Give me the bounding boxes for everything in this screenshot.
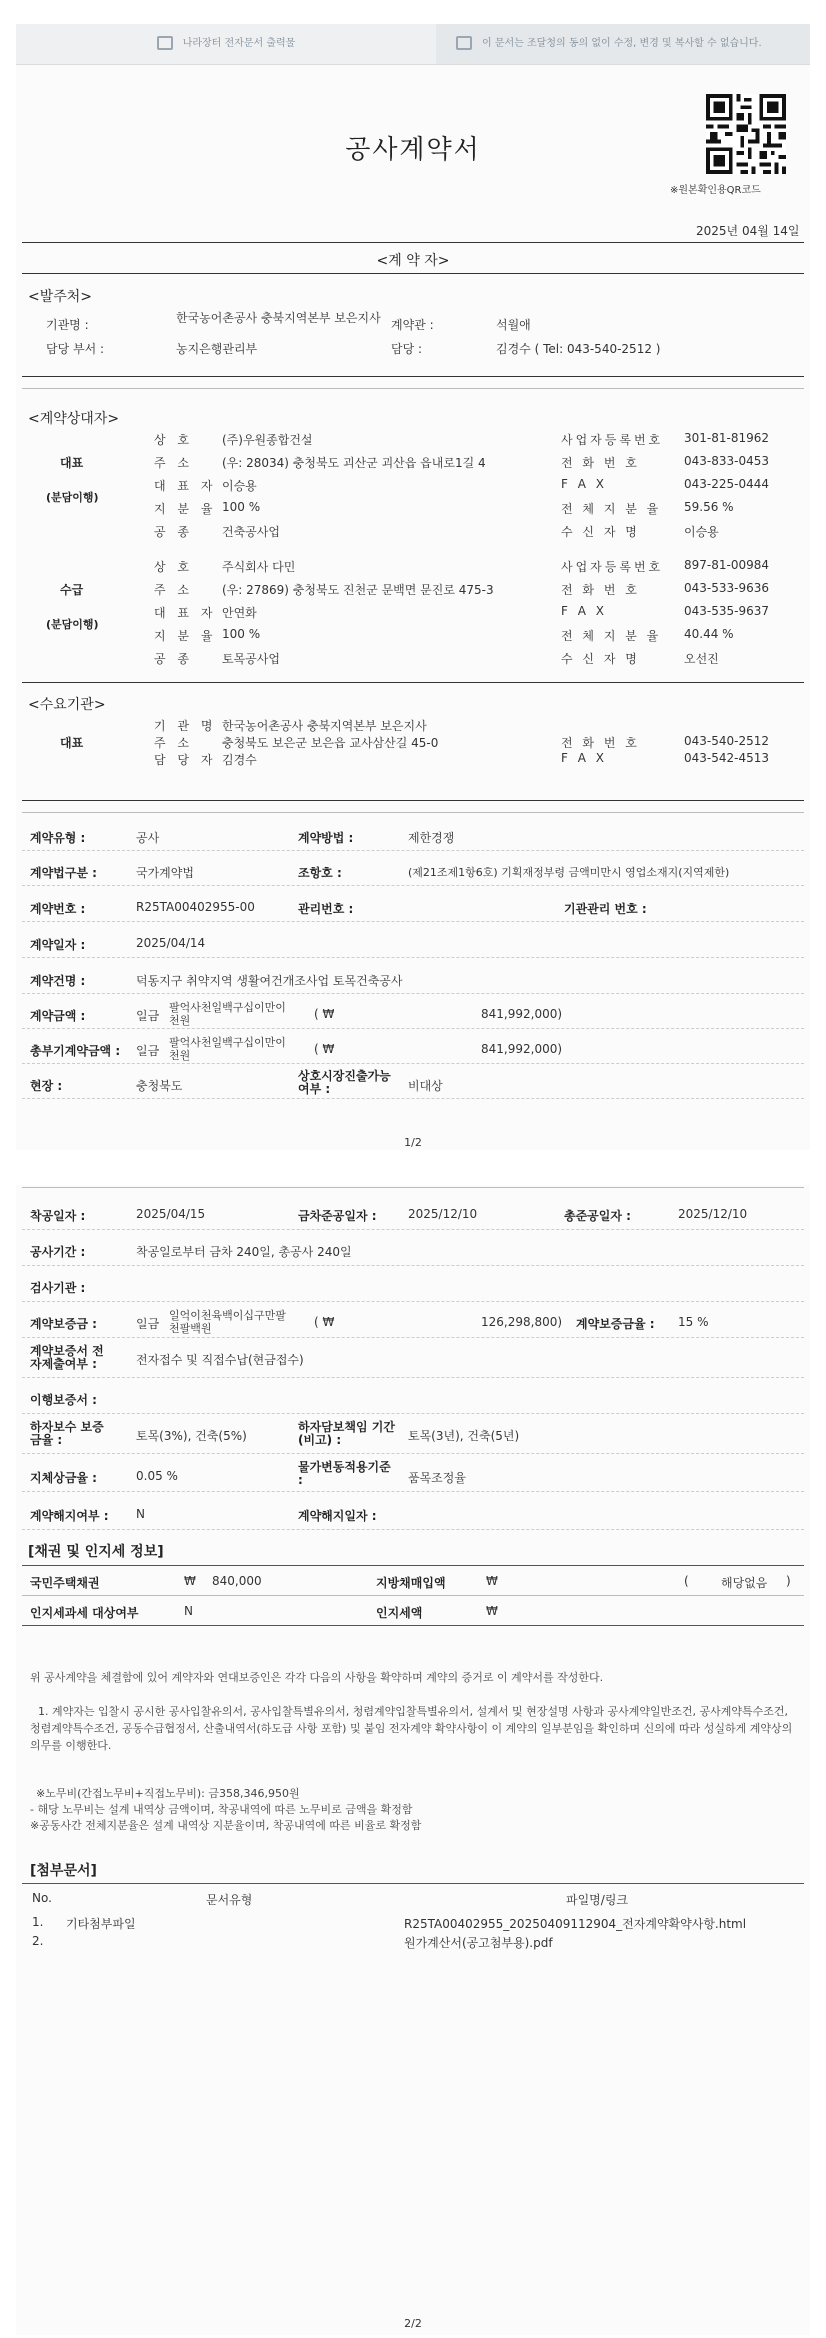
party-share-note: (분담이행) bbox=[46, 490, 99, 504]
attachment-no: 1. bbox=[32, 1915, 44, 1929]
guarantee-words: 일억이천육백이십구만팔천팔백원 bbox=[169, 1309, 286, 1335]
party-right-value: 043-833-0453 bbox=[684, 454, 770, 468]
party-field-label: 담 당 자 bbox=[154, 753, 217, 767]
contract-date-label: 계약일자 : bbox=[30, 938, 86, 952]
attachment-section-title: [첨부문서] bbox=[30, 1863, 97, 1879]
attachment-no: 2. bbox=[32, 1934, 44, 1948]
current-end-value: 2025/12/10 bbox=[408, 1207, 478, 1221]
party-right-value: 이승용 bbox=[684, 525, 719, 539]
price-adjust-value: 품목조정율 bbox=[408, 1471, 466, 1485]
contract-type-label: 계약유형 : bbox=[30, 831, 86, 845]
guarantee-number: 126,298,800) bbox=[481, 1315, 563, 1329]
guarantee-kor: 일금 bbox=[136, 1317, 160, 1331]
party-role: 수급 bbox=[60, 583, 84, 597]
attachment-col-file: 파일명/링크 bbox=[566, 1893, 629, 1907]
party-field-value: 안연화 bbox=[222, 606, 257, 620]
party-field-label: 공 종 bbox=[154, 525, 193, 539]
inst-no-label: 기관관리 번호 : bbox=[564, 902, 647, 916]
party-field-label: 공 종 bbox=[154, 652, 193, 666]
defect-rate-value: 토목(3%), 건축(5%) bbox=[136, 1429, 247, 1443]
contract-page-1 bbox=[16, 24, 810, 1150]
party-field-value: 이승용 bbox=[222, 479, 257, 493]
contract-name-label: 계약건명 : bbox=[30, 974, 86, 988]
stamp-tax-label: 인지세액 bbox=[376, 1606, 423, 1620]
orderer-section-title: <발주처> bbox=[28, 289, 93, 305]
document-date: 2025년 04월 14일 bbox=[696, 224, 800, 238]
total-end-label: 총준공일자 : bbox=[564, 1209, 631, 1223]
page-number-1: 1/2 bbox=[404, 1136, 422, 1149]
party-field-value: (우: 27869) 충청북도 진천군 문백면 문진로 475-3 bbox=[222, 583, 494, 597]
guarantee-submit-label: 계약보증서 전자제출여부 : bbox=[30, 1344, 104, 1371]
party-field-label: 기 관 명 bbox=[154, 719, 217, 733]
contract-amount-number: 841,992,000) bbox=[481, 1007, 563, 1021]
attachment-file-link[interactable]: 원가계산서(공고첨부용).pdf bbox=[404, 1936, 553, 1950]
party-right-label: 전 화 번 호 bbox=[561, 736, 640, 750]
party-section-title: <계약상대자> bbox=[28, 411, 120, 427]
labor-cost-sub-note: - 해당 노무비는 설계 내역상 금액이며, 착공내역에 따른 노무비로 금액을 확정함 bbox=[30, 1803, 413, 1816]
defect-rate-label: 하자보수 보증금율 : bbox=[30, 1420, 104, 1447]
party-share-note: (분담이행) bbox=[46, 617, 99, 631]
party-right-label: F A X bbox=[561, 751, 607, 765]
total-amount-label: 총부기계약금액 : bbox=[30, 1044, 121, 1058]
contract-no-label: 계약번호 : bbox=[30, 902, 86, 916]
local-bond-close: ) bbox=[786, 1574, 791, 1588]
share-ratio-note: ※공동사간 전체지분율은 설계 내역상 지분율이며, 착공내역에 따른 비율로 확정함 bbox=[30, 1819, 422, 1832]
attachment-type: 기타첨부파일 bbox=[66, 1917, 136, 1931]
attachment-col-no: No. bbox=[32, 1891, 52, 1905]
party-right-label: F A X bbox=[561, 477, 607, 491]
contract-type-value: 공사 bbox=[136, 831, 160, 845]
party-field-value: 토목공사업 bbox=[222, 652, 280, 666]
qr-caption: ※원본확인용QR코드 bbox=[670, 185, 761, 196]
labor-cost-note: ※노무비(간접노무비+직접노무비): 금358,346,950원 bbox=[36, 1787, 300, 1800]
party-right-label: 사업자등록번호 bbox=[561, 560, 664, 574]
contract-amount-kor: 일금 bbox=[136, 1009, 160, 1023]
contract-method-value: 제한경쟁 bbox=[408, 831, 455, 845]
total-amount-won: ( ₩ bbox=[314, 1042, 335, 1056]
stamp-target-value: N bbox=[184, 1604, 193, 1618]
small-business-label: 상호시장진출가능 여부 : bbox=[298, 1069, 391, 1096]
party-right-value: 59.56 % bbox=[684, 500, 734, 514]
mgmt-no-label: 관리번호 : bbox=[298, 902, 354, 916]
party-right-label: 전 화 번 호 bbox=[561, 583, 640, 597]
period-label: 공사기간 : bbox=[30, 1245, 86, 1259]
party-field-value: 100 % bbox=[222, 627, 261, 641]
total-amount-words: 팔억사천일백구십이만이천원 bbox=[169, 1036, 286, 1062]
party-field-value: (주)우원종합건설 bbox=[222, 433, 313, 447]
party-right-value: 오선진 bbox=[684, 652, 719, 666]
party-field-value: 주식회사 다민 bbox=[222, 560, 296, 574]
party-right-value: 043-535-9637 bbox=[684, 604, 770, 618]
contract-method-label: 계약방법 : bbox=[298, 831, 354, 845]
contract-name-value: 덕동지구 취약지역 생활여건개조사업 토목건축공사 bbox=[136, 974, 403, 988]
terms-intro: 위 공사계약을 체결함에 있어 계약자와 연대보증인은 각각 다음의 사항을 확약하며 계약의 증거로 이 계약서를 작성한다. bbox=[30, 1671, 604, 1684]
defect-period-label: 하자담보책임 기간(비고) : bbox=[298, 1420, 395, 1447]
terms-clause-1: 1. 계약자는 입찰시 공시한 공사입찰유의서, 공사입찰특별유의서, 청렴계약입찰특별유의서, 설계서 및 현장설명 사항과 공사계약일반조건, 공사계약특수조건, 청렴계약특수조건, 공동수급협정서, 산출내역서(하도급 사항 포함) 및 붙임 전자계약 확약사항이 이 계약의 일부분임을 확인하며 신의에 따라 성실하게 계약상의 의무를 이행한다. bbox=[30, 1705, 793, 1752]
party-field-label: 상 호 bbox=[154, 560, 193, 574]
local-bond-paren: ( bbox=[684, 1574, 689, 1588]
guarantee-won: ( ₩ bbox=[314, 1315, 335, 1329]
stamp-target-label: 인지세과세 대상여부 bbox=[30, 1606, 139, 1620]
attachment-file-link[interactable]: R25TA00402955_20250409112904_전자계약확약사항.html bbox=[404, 1917, 747, 1931]
manager-value: 김경수 ( Tel: 043-540-2512 ) bbox=[496, 342, 661, 356]
contract-amount-won: ( ₩ bbox=[314, 1007, 335, 1021]
stamp-tax-won: ₩ bbox=[486, 1604, 498, 1618]
party-role: 대표 bbox=[60, 736, 84, 750]
party-right-value: 043-533-9636 bbox=[684, 581, 770, 595]
site-value: 충청북도 bbox=[136, 1079, 183, 1093]
small-business-value: 비대상 bbox=[408, 1079, 443, 1093]
guarantee-label: 계약보증금 : bbox=[30, 1317, 97, 1331]
party-field-value: 100 % bbox=[222, 500, 261, 514]
cancel-label: 계약해지여부 : bbox=[30, 1509, 109, 1523]
contract-date-value: 2025/04/14 bbox=[136, 936, 206, 950]
cancel-value: N bbox=[136, 1507, 145, 1521]
contract-no-value: R25TA00402955-00 bbox=[136, 900, 255, 914]
total-amount-kor: 일금 bbox=[136, 1044, 160, 1058]
party-right-value: 043-225-0444 bbox=[684, 477, 770, 491]
contract-amount-label: 계약금액 : bbox=[30, 1009, 86, 1023]
guarantee-rate-value: 15 % bbox=[678, 1315, 709, 1329]
party-right-value: 40.44 % bbox=[684, 627, 734, 641]
print-notice-right: 이 문서는 조달청의 동의 없이 수정, 변경 및 복사할 수 없습니다. bbox=[482, 38, 762, 49]
dept-label: 담당 부서 : bbox=[46, 342, 105, 356]
contract-page-2 bbox=[16, 1185, 810, 2335]
total-end-value: 2025/12/10 bbox=[678, 1207, 748, 1221]
contractor-header: <계 약 자> bbox=[376, 253, 450, 269]
print-notice-left: 나라장터 전자문서 출력물 bbox=[182, 38, 296, 49]
party-right-label: 전 체 지 분 율 bbox=[561, 629, 662, 643]
party-right-label: 전 체 지 분 율 bbox=[561, 502, 662, 516]
party-field-label: 지 분 율 bbox=[154, 502, 217, 516]
page-number-2: 2/2 bbox=[404, 2317, 422, 2330]
late-rate-value: 0.05 % bbox=[136, 1469, 178, 1483]
document-title: 공사계약서 bbox=[345, 135, 481, 165]
bond-section-title: [채권 및 인지세 정보] bbox=[28, 1544, 164, 1560]
org-label: 기관명 : bbox=[46, 318, 89, 332]
guarantee-submit-value: 전자접수 및 직접수납(현금접수) bbox=[136, 1353, 304, 1367]
contract-law-label: 계약법구분 : bbox=[30, 866, 97, 880]
party-right-value: 043-540-2512 bbox=[684, 734, 770, 748]
qr-code-icon bbox=[706, 94, 786, 174]
clause-label: 조항호 : bbox=[298, 866, 342, 880]
cancel-date-label: 계약해지일자 : bbox=[298, 1509, 377, 1523]
party-field-label: 대 표 자 bbox=[154, 479, 217, 493]
defect-period-value: 토목(3년), 건축(5년) bbox=[408, 1429, 520, 1443]
start-date-value: 2025/04/15 bbox=[136, 1207, 206, 1221]
party-right-label: 수 신 자 명 bbox=[561, 652, 640, 666]
party-right-label: 수 신 자 명 bbox=[561, 525, 640, 539]
housing-bond-won: ₩ bbox=[184, 1574, 196, 1588]
period-value: 착공일로부터 금차 240일, 총공사 240일 bbox=[136, 1245, 352, 1259]
site-label: 현장 : bbox=[30, 1079, 63, 1093]
price-adjust-label: 물가변동적용기준 : bbox=[298, 1460, 391, 1487]
org-value: 한국농어촌공사 충북지역본부 보은지사 bbox=[176, 311, 381, 325]
party-field-label: 대 표 자 bbox=[154, 606, 217, 620]
demand-section-title: <수요기관> bbox=[28, 697, 106, 713]
contract-amount-words: 팔억사천일백구십이만이천원 bbox=[169, 1001, 286, 1027]
party-field-label: 주 소 bbox=[154, 583, 193, 597]
party-field-value: (우: 28034) 충청북도 괴산군 괴산읍 읍내로1길 4 bbox=[222, 456, 486, 470]
party-right-label: F A X bbox=[561, 604, 607, 618]
manager-label: 담당 : bbox=[391, 342, 423, 356]
current-end-label: 금차준공일자 : bbox=[298, 1209, 377, 1223]
printer-icon bbox=[456, 36, 472, 50]
party-field-label: 상 호 bbox=[154, 433, 193, 447]
print-notice-bar bbox=[16, 24, 810, 65]
performance-bond-label: 이행보증서 : bbox=[30, 1393, 97, 1407]
local-bond-none: 해당없음 bbox=[721, 1576, 768, 1590]
contract-law-value: 국가계약법 bbox=[136, 866, 194, 880]
party-field-label: 주 소 bbox=[154, 456, 193, 470]
party-right-label: 전 화 번 호 bbox=[561, 456, 640, 470]
party-right-label: 사업자등록번호 bbox=[561, 433, 664, 447]
guarantee-rate-label: 계약보증금율 : bbox=[576, 1317, 655, 1331]
attachment-col-type: 문서유형 bbox=[206, 1893, 253, 1907]
late-rate-label: 지체상금율 : bbox=[30, 1471, 97, 1485]
official-value: 석월애 bbox=[496, 318, 531, 332]
start-date-label: 착공일자 : bbox=[30, 1209, 86, 1223]
party-right-value: 301-81-81962 bbox=[684, 431, 770, 445]
total-amount-number: 841,992,000) bbox=[481, 1042, 563, 1056]
party-right-value: 897-81-00984 bbox=[684, 558, 770, 572]
housing-bond-value: 840,000 bbox=[212, 1574, 262, 1588]
clause-value: (제21조제1항6호) 기획재정부령 금액미만시 영업소재지(지역제한) bbox=[408, 866, 730, 879]
document-icon bbox=[157, 36, 173, 50]
inspection-label: 검사기관 : bbox=[30, 1281, 86, 1295]
housing-bond-label: 국민주택채권 bbox=[30, 1576, 100, 1590]
party-field-value: 김경수 bbox=[222, 753, 257, 767]
party-field-value: 한국농어촌공사 충북지역본부 보은지사 bbox=[222, 719, 427, 733]
party-field-value: 충청북도 보은군 보은읍 교사삼산길 45-0 bbox=[222, 736, 439, 750]
party-field-label: 주 소 bbox=[154, 736, 193, 750]
local-bond-won: ₩ bbox=[486, 1574, 498, 1588]
party-right-value: 043-542-4513 bbox=[684, 751, 770, 765]
local-bond-label: 지방채매입액 bbox=[376, 1576, 446, 1590]
party-field-label: 지 분 율 bbox=[154, 629, 217, 643]
party-field-value: 건축공사업 bbox=[222, 525, 280, 539]
dept-value: 농지은행관리부 bbox=[176, 342, 258, 356]
party-role: 대표 bbox=[60, 456, 84, 470]
official-label: 계약관 : bbox=[391, 318, 434, 332]
